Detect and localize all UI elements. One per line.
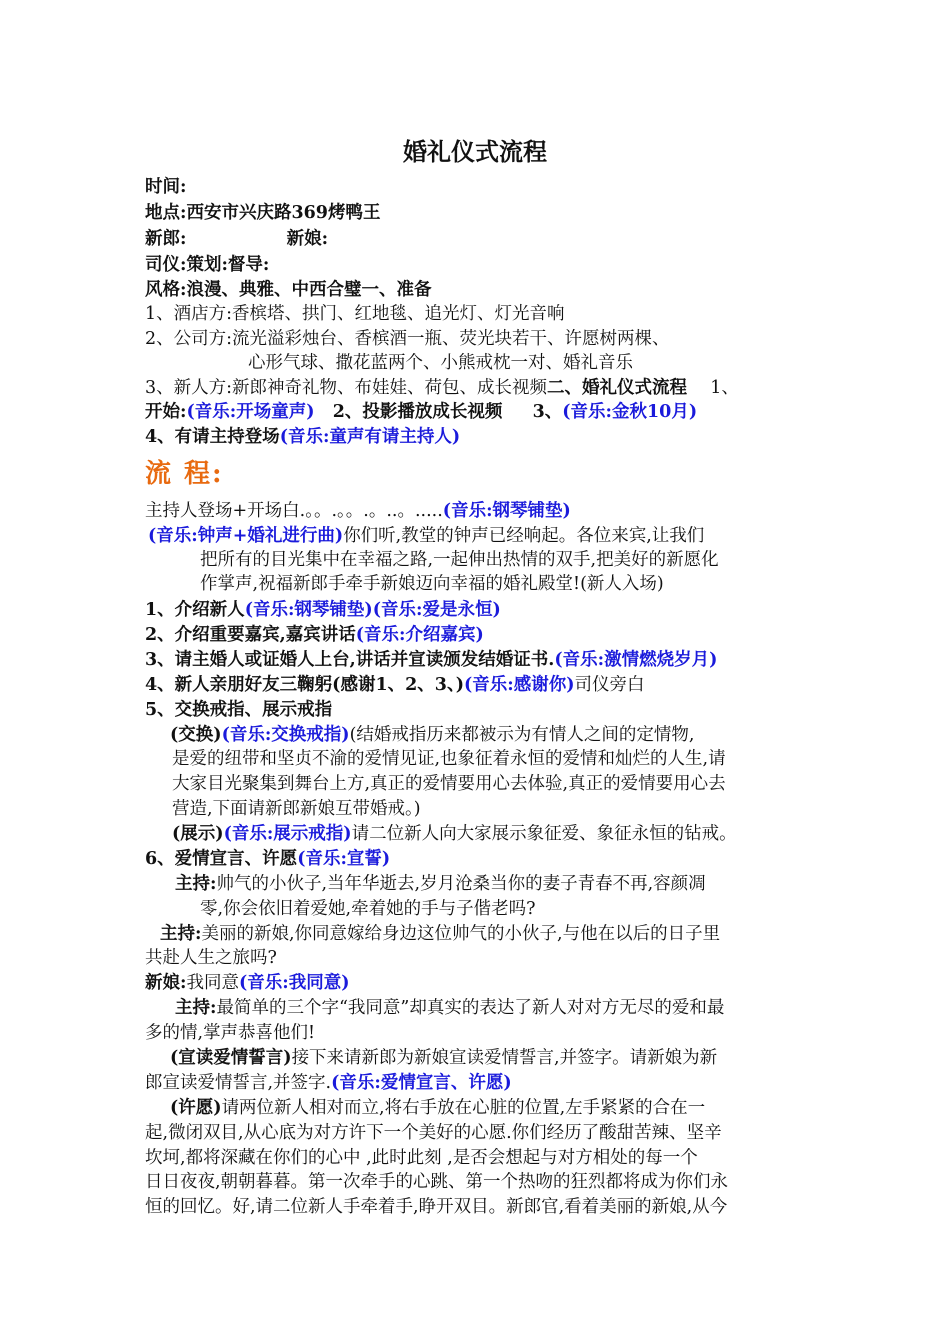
intro-text-2: 你们听,教堂的钟声已经响起。各位来宾,让我们 <box>343 526 705 546</box>
step-3-music: (音乐:激情燃烧岁月) <box>554 650 718 670</box>
exchange-line-4: 营造,下面请新郎新娘互带婚戒。) <box>172 799 421 819</box>
start-s2: 2、投影播放成长视频 <box>332 402 503 422</box>
step-1-text: 1、介绍新人 <box>145 600 245 620</box>
step-4-tail: 司仪旁白 <box>574 675 645 695</box>
step-4-music: (音乐:感谢你) <box>464 675 575 695</box>
host-1-line-1 <box>175 872 706 896</box>
exchange-label: (交换) <box>170 725 222 745</box>
info-bride: 新娘: <box>286 229 329 249</box>
music-wedding-march: (音乐:钟声+婚礼进行曲) <box>148 526 344 546</box>
host-1-line-2: 零,你会依旧着爱她,牵着她的手与子偕老吗? <box>200 899 536 919</box>
step-2-text: 2、介绍重要嘉宾,嘉宾讲话 <box>145 625 356 645</box>
wish-line-3: 坎坷,都将深藏在你们的心中 ,此时此刻 ,是否会想起与对方相处的每一个 <box>145 1148 698 1168</box>
wish-line-5: 恒的回忆。好,请二位新人手牵着手,睁开双目。新郎官,看着美丽的新娘,从今 <box>145 1197 728 1217</box>
declare-label: (宣读爱情誓言) <box>170 1048 292 1068</box>
wish-label: (许愿) <box>170 1098 222 1118</box>
intro-line-1 <box>145 499 571 523</box>
step-6-music: (音乐:宣誓) <box>297 849 391 869</box>
wish-line-2: 起,微闭双目,从心底为对方许下一个美好的心愿.你们经历了酸甜苦辣、坚辛 <box>145 1123 722 1143</box>
host-label: 主持: <box>160 924 202 944</box>
bride-label: 新娘: <box>145 973 187 993</box>
music-piano: (音乐:钢琴铺垫) <box>442 501 571 521</box>
declare-line-1 <box>170 1046 717 1070</box>
start-s4: 4、有请主持登场 <box>145 427 280 447</box>
info-style: 风格:浪漫、典雅、中西合璧一、准备 <box>145 280 432 300</box>
music-host: (音乐:童声有请主持人) <box>279 427 461 447</box>
step-6 <box>145 847 390 871</box>
music-autumn: (音乐:金秋10月) <box>562 402 698 422</box>
start-s1: 开始: <box>145 402 187 422</box>
host-2-text-1: 美丽的新娘,你同意嫁给身边这位帅气的小伙子,与他在以后的日子里 <box>201 924 721 944</box>
flow-heading: 流 程: <box>145 459 224 489</box>
info-time: 时间: <box>145 177 187 197</box>
step-3 <box>145 648 717 672</box>
exchange-text-1: (结婚戒指历来都被示为有情人之间的定情物, <box>349 725 695 745</box>
declare-music: (音乐:爱情宣言、许愿) <box>331 1073 512 1093</box>
info-groom: 新郎: <box>145 229 187 249</box>
declare-text-1: 接下来请新郎为新娘宣读爱情誓言,并签字。请新娘为新 <box>291 1048 718 1068</box>
step-5: 5、交换戒指、展示戒指 <box>145 700 333 720</box>
wish-text-1: 请两位新人相对而立,将右手放在心脏的位置,左手紧紧的合在一 <box>221 1098 706 1118</box>
prep-couple-text: 3、新人方:新郎神奇礼物、布娃娃、荷包、成长视频 <box>145 378 548 398</box>
display-music: (音乐:展示戒指) <box>223 824 352 844</box>
prep-company-2: 心形气球、撒花蓝两个、小熊戒枕一对、婚礼音乐 <box>248 353 633 373</box>
intro-line-3: 把所有的目光集中在幸福之路,一起伸出热情的双手,把美好的新愿化 <box>200 550 719 570</box>
info-host: 司仪:策划:督导: <box>145 255 270 275</box>
start-line <box>145 400 697 424</box>
page-title: 婚礼仪式流程 <box>403 137 547 166</box>
step-3-text: 3、请主婚人或证婚人上台,讲话并宣读颁发结婚证书. <box>145 650 555 670</box>
start-s3: 3、 <box>532 402 563 422</box>
intro-text-1: 主持人登场+开场白.。。.。。.。..。..... <box>145 501 443 521</box>
host-3-line-1 <box>175 996 724 1020</box>
section-heading-ceremony: 二、婚礼仪式流程 <box>547 378 688 398</box>
exchange-line-1 <box>170 723 694 747</box>
host-label: 主持: <box>175 874 217 894</box>
host-3-line-2: 多的情,掌声恭喜他们! <box>145 1023 316 1043</box>
host-2-line-1 <box>160 922 720 946</box>
display-line <box>172 822 737 846</box>
host-1-text-1: 帅气的小伙子,当年华逝去,岁月沧桑当你的妻子青春不再,容颜凋 <box>216 874 706 894</box>
display-text: 请二位新人向大家展示象征爱、象征永恒的钻戒。 <box>351 824 737 844</box>
prep-couple <box>145 376 739 400</box>
bride-text: 我同意 <box>186 973 239 993</box>
wish-line-4: 日日夜夜,朝朝暮暮。第一次牵手的心跳、第一个热吻的狂烈都将成为你们永 <box>145 1172 729 1192</box>
info-couple <box>145 227 328 251</box>
host-label: 主持: <box>175 998 217 1018</box>
declare-line-2 <box>145 1071 512 1095</box>
start-s4-line <box>145 425 460 449</box>
exchange-line-3: 大家目光聚集到舞台上方,真正的爱情要用心去体验,真正的爱情要用心去 <box>172 774 726 794</box>
prep-couple-tail: 1、 <box>710 378 739 398</box>
prep-company-1: 2、公司方:流光溢彩烛台、香槟酒一瓶、荧光块若干、许愿树两棵、 <box>145 329 670 349</box>
wish-line-1 <box>170 1096 705 1120</box>
intro-line-2 <box>148 524 704 548</box>
step-1-music: (音乐:钢琴铺垫)(音乐:爱是永恒) <box>244 600 501 620</box>
music-opening: (音乐:开场童声) <box>186 402 315 422</box>
exchange-music: (音乐:交换戒指) <box>221 725 350 745</box>
step-1 <box>145 598 501 622</box>
info-place: 地点:西安市兴庆路369烤鸭王 <box>145 203 381 223</box>
host-2-line-2: 共赴人生之旅吗? <box>145 948 277 968</box>
step-2-music: (音乐:介绍嘉宾) <box>355 625 484 645</box>
prep-hotel: 1、酒店方:香槟塔、拱门、红地毯、追光灯、灯光音响 <box>145 304 565 324</box>
step-4 <box>145 673 645 697</box>
bride-music: (音乐:我同意) <box>238 973 350 993</box>
exchange-line-2: 是爱的纽带和坚贞不渝的爱情见证,也象征着永恒的爱情和灿烂的人生,请 <box>172 749 726 769</box>
step-2 <box>145 623 484 647</box>
host-3-text-1: 最简单的三个字“我同意”却真实的表达了新人对对方无尽的爱和最 <box>216 998 725 1018</box>
step-6-text: 6、爱情宣言、许愿 <box>145 849 298 869</box>
intro-line-4: 作掌声,祝福新郎手牵手新娘迈向幸福的婚礼殿堂!(新人入场) <box>200 574 664 594</box>
step-4-text: 4、新人亲朋好友三鞠躬(感谢1、2、3、) <box>145 675 465 695</box>
declare-text-2: 郎宣读爱情誓言,并签字. <box>145 1073 332 1093</box>
bride-line <box>145 971 350 995</box>
display-label: (展示) <box>172 824 224 844</box>
